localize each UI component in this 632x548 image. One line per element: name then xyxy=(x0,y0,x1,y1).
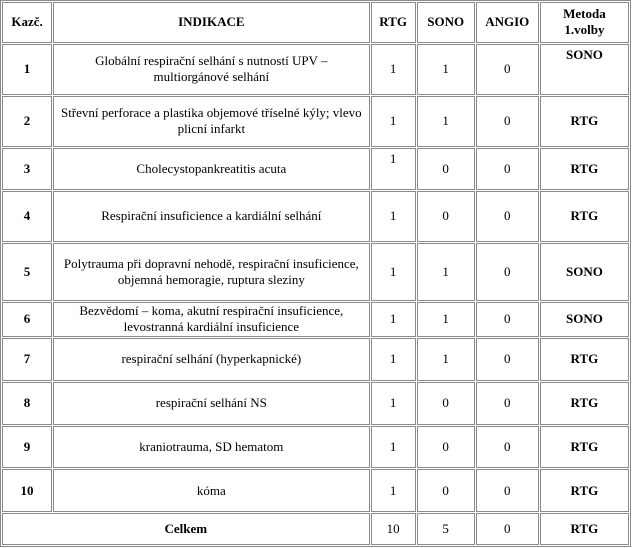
row-metoda: RTG xyxy=(540,338,629,381)
row-rtg: 1 xyxy=(371,148,416,190)
table-row xyxy=(2,44,629,95)
total-label: Celkem xyxy=(2,513,370,545)
table-row xyxy=(2,426,629,469)
header-metoda-line2: 1.volby xyxy=(564,22,605,38)
row-metoda: RTG xyxy=(540,426,629,469)
row-kaz: 10 xyxy=(2,469,52,512)
row-metoda: RTG xyxy=(540,191,629,242)
row-rtg: 1 xyxy=(371,302,416,337)
row-angio: 0 xyxy=(476,302,539,337)
row-sono: 0 xyxy=(417,469,475,512)
header-metoda-line1: Metoda xyxy=(563,6,606,22)
table-row xyxy=(2,148,629,190)
table-row xyxy=(2,338,629,381)
header-sono: SONO xyxy=(417,2,475,43)
total-rtg: 10 xyxy=(371,513,416,545)
row-angio: 0 xyxy=(476,191,539,242)
row-indikace: Polytrauma při dopravní nehodě, respirační insuficience, objemná hemoragie, ruptura sleziny xyxy=(53,243,370,301)
row-sono: 1 xyxy=(417,243,475,301)
row-indikace: Respirační insuficience a kardiální selhání xyxy=(53,191,370,242)
row-angio: 0 xyxy=(476,243,539,301)
table-row xyxy=(2,382,629,425)
row-indikace: Globální respirační selhání s nutností UPV – multiorgánové selhání xyxy=(53,44,370,95)
row-rtg: 1 xyxy=(371,243,416,301)
row-angio: 0 xyxy=(476,382,539,425)
row-metoda: RTG xyxy=(540,96,629,147)
row-sono: 0 xyxy=(417,382,475,425)
row-kaz: 4 xyxy=(2,191,52,242)
row-kaz: 5 xyxy=(2,243,52,301)
row-sono: 1 xyxy=(417,338,475,381)
total-angio: 0 xyxy=(476,513,539,545)
row-kaz: 1 xyxy=(2,44,52,95)
row-kaz: 9 xyxy=(2,426,52,469)
row-indikace: Střevní perforace a plastika objemové tříselné kýly; vlevo plicní infarkt xyxy=(53,96,370,147)
row-angio: 0 xyxy=(476,469,539,512)
row-indikace: kóma xyxy=(53,469,370,512)
row-angio: 0 xyxy=(476,426,539,469)
row-kaz: 3 xyxy=(2,148,52,190)
row-kaz: 7 xyxy=(2,338,52,381)
total-metoda: RTG xyxy=(540,513,629,545)
row-angio: 0 xyxy=(476,44,539,95)
row-indikace: Cholecystopankreatitis acuta xyxy=(53,148,370,190)
row-rtg: 1 xyxy=(371,382,416,425)
row-sono: 1 xyxy=(417,96,475,147)
header-metoda xyxy=(540,2,629,43)
table-row xyxy=(2,96,629,147)
header-row xyxy=(2,2,629,43)
header-kaz: Kazč. xyxy=(2,2,52,43)
header-indikace: INDIKACE xyxy=(53,2,370,43)
row-metoda: SONO xyxy=(540,243,629,301)
total-row xyxy=(2,513,629,545)
row-metoda: SONO xyxy=(540,302,629,337)
row-sono: 1 xyxy=(417,302,475,337)
row-sono: 0 xyxy=(417,191,475,242)
table-row xyxy=(2,243,629,301)
row-rtg: 1 xyxy=(371,44,416,95)
row-angio: 0 xyxy=(476,338,539,381)
row-metoda: RTG xyxy=(540,382,629,425)
header-angio: ANGIO xyxy=(476,2,539,43)
row-metoda: RTG xyxy=(540,148,629,190)
row-indikace: respirační selhání (hyperkapnické) xyxy=(53,338,370,381)
row-metoda: RTG xyxy=(540,469,629,512)
row-kaz: 2 xyxy=(2,96,52,147)
total-sono: 5 xyxy=(417,513,475,545)
row-rtg: 1 xyxy=(371,426,416,469)
row-kaz: 8 xyxy=(2,382,52,425)
table-row xyxy=(2,469,629,512)
header-rtg: RTG xyxy=(371,2,416,43)
row-rtg: 1 xyxy=(371,469,416,512)
row-sono: 0 xyxy=(417,426,475,469)
row-rtg: 1 xyxy=(371,96,416,147)
table-row xyxy=(2,191,629,242)
row-metoda: SONO xyxy=(540,44,629,95)
row-angio: 0 xyxy=(476,96,539,147)
row-indikace: kraniotrauma, SD hematom xyxy=(53,426,370,469)
row-rtg: 1 xyxy=(371,338,416,381)
row-sono: 1 xyxy=(417,44,475,95)
row-angio: 0 xyxy=(476,148,539,190)
row-kaz: 6 xyxy=(2,302,52,337)
row-sono: 0 xyxy=(417,148,475,190)
row-indikace: respirační selhání NS xyxy=(53,382,370,425)
row-indikace: Bezvědomí – koma, akutní respirační insuficience, levostranná kardiální insuficience xyxy=(53,302,370,337)
table-row xyxy=(2,302,629,337)
row-rtg: 1 xyxy=(371,191,416,242)
